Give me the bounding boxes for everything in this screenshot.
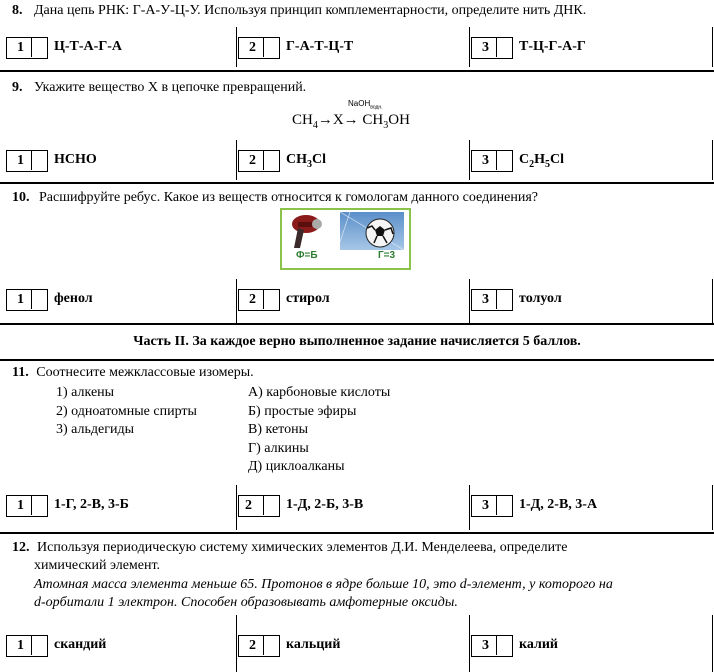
question-number: 12. bbox=[12, 540, 30, 555]
rebus-right-label: Г=3 bbox=[378, 250, 396, 261]
option-number: 1 bbox=[17, 40, 24, 55]
list-item: Г) алкины bbox=[248, 440, 309, 456]
option-number: 1 bbox=[17, 153, 24, 168]
reagent-label: NaOH$_{водн.}$ bbox=[348, 99, 383, 111]
option-number: 1 bbox=[17, 638, 24, 653]
option-number: 3 bbox=[482, 292, 489, 307]
answer-option-3[interactable] bbox=[471, 495, 513, 517]
answer-option-1[interactable] bbox=[6, 150, 48, 172]
answer-row-q11 bbox=[0, 485, 714, 520]
option-number: 3 bbox=[482, 40, 489, 55]
answer-option-1[interactable] bbox=[6, 495, 48, 517]
answer-label: 1-Д, 2-Б, 3-В bbox=[286, 497, 364, 512]
list-item: 2) одноатомные спирты bbox=[56, 403, 197, 419]
option-number: 2 bbox=[249, 638, 256, 653]
answer-label: Г-А-Т-Ц-Т bbox=[286, 39, 354, 54]
soccer-ball-icon bbox=[340, 212, 404, 250]
option-number: 3 bbox=[482, 498, 489, 513]
rebus-image bbox=[280, 208, 411, 270]
answer-option-2[interactable] bbox=[238, 289, 280, 311]
question-number: 11. bbox=[12, 365, 29, 380]
answer-row-q12 bbox=[0, 625, 714, 660]
answer-option-2[interactable] bbox=[238, 37, 280, 59]
divider bbox=[0, 70, 714, 72]
answer-option-2[interactable] bbox=[238, 635, 280, 657]
list-item: Д) циклоалканы bbox=[248, 459, 345, 474]
question-text: Используя периодическую систему химических элементов Д.И. Менделеева, определите bbox=[37, 540, 568, 555]
answer-label: Т-Ц-Г-А-Г bbox=[519, 39, 586, 54]
answer-label: фенол bbox=[54, 291, 93, 306]
question-text: Дана цепь РНК: Г-А-У-Ц-У. Используя принцип комплементарности, определите нить ДНК. bbox=[34, 3, 587, 18]
divider bbox=[0, 323, 714, 325]
question-9 bbox=[12, 80, 306, 96]
list-item: 3) альдегиды bbox=[56, 422, 134, 437]
list-item: 1) алкены bbox=[56, 385, 115, 400]
question-text: Расшифруйте ребус. Какое из веществ относится к гомологам данного соединения? bbox=[39, 190, 539, 205]
isomer-left-list bbox=[56, 384, 197, 440]
rebus-left-label: Ф=Б bbox=[296, 250, 318, 261]
list-item: А) карбоновые кислоты bbox=[248, 385, 391, 400]
option-number: 2 bbox=[245, 498, 252, 513]
question-text: Соотнесите межклассовые изомеры. bbox=[36, 365, 254, 380]
question-number: 10. bbox=[12, 190, 30, 205]
isomer-right-list bbox=[248, 384, 390, 477]
option-number: 2 bbox=[249, 40, 256, 55]
answer-option-2[interactable] bbox=[238, 495, 280, 517]
answer-label: HCHO bbox=[54, 152, 97, 167]
answer-label: скандий bbox=[54, 637, 107, 652]
option-number: 3 bbox=[482, 153, 489, 168]
option-number: 3 bbox=[482, 638, 489, 653]
answer-label: 1-Г, 2-В, 3-Б bbox=[54, 497, 129, 512]
hint-text-continued: d-орбитали 1 электрон. Способен образовывать амфотерные оксиды. bbox=[34, 595, 458, 610]
answer-label: кальций bbox=[286, 637, 341, 652]
option-number: 1 bbox=[17, 292, 24, 307]
divider bbox=[0, 182, 714, 184]
answer-option-1[interactable] bbox=[6, 635, 48, 657]
answer-option-3[interactable] bbox=[471, 635, 513, 657]
option-number: 2 bbox=[249, 153, 256, 168]
answer-row-q9 bbox=[0, 140, 714, 175]
part-2-heading: Часть II. За каждое верно выполненное задание начисляется 5 баллов. bbox=[133, 334, 581, 349]
ball-image bbox=[340, 212, 404, 250]
answer-row-q8 bbox=[0, 27, 714, 62]
list-item: Б) простые эфиры bbox=[248, 403, 357, 419]
answer-row-q10 bbox=[0, 279, 714, 314]
hint-text: Атомная масса элемента меньше 65. Протонов в ядре больше 10, это d-элемент, у которого на bbox=[34, 577, 613, 592]
answer-option-1[interactable] bbox=[6, 37, 48, 59]
question-11 bbox=[12, 365, 254, 381]
question-number: 9. bbox=[12, 80, 23, 95]
question-8 bbox=[12, 3, 586, 19]
hairdryer-icon bbox=[284, 212, 334, 252]
answer-option-3[interactable] bbox=[471, 150, 513, 172]
answer-option-3[interactable] bbox=[471, 37, 513, 59]
answer-option-2[interactable] bbox=[238, 150, 280, 172]
option-number: 2 bbox=[249, 292, 256, 307]
answer-option-3[interactable] bbox=[471, 289, 513, 311]
answer-option-1[interactable] bbox=[6, 289, 48, 311]
list-item: В) кетоны bbox=[248, 422, 308, 437]
answer-label: Ц-Т-А-Г-А bbox=[54, 39, 123, 54]
question-10 bbox=[12, 190, 538, 206]
divider bbox=[0, 532, 714, 534]
question-text-continued: химический элемент. bbox=[34, 558, 161, 573]
question-number: 8. bbox=[12, 3, 23, 18]
reaction-chain: $CH_4\to X\to CH_3OH$ bbox=[292, 112, 410, 131]
answer-label: $C_2H_5Cl$ bbox=[519, 152, 565, 170]
divider bbox=[0, 359, 714, 361]
option-number: 1 bbox=[17, 498, 24, 513]
answer-label: 1-Д, 2-В, 3-А bbox=[519, 497, 598, 512]
answer-label: толуол bbox=[519, 291, 562, 306]
answer-label: калий bbox=[519, 637, 558, 652]
answer-label: стирол bbox=[286, 291, 330, 306]
question-12 bbox=[12, 540, 567, 556]
question-text: Укажите вещество Х в цепочке превращений. bbox=[34, 80, 307, 95]
answer-label: $CH_3Cl$ bbox=[286, 152, 326, 170]
